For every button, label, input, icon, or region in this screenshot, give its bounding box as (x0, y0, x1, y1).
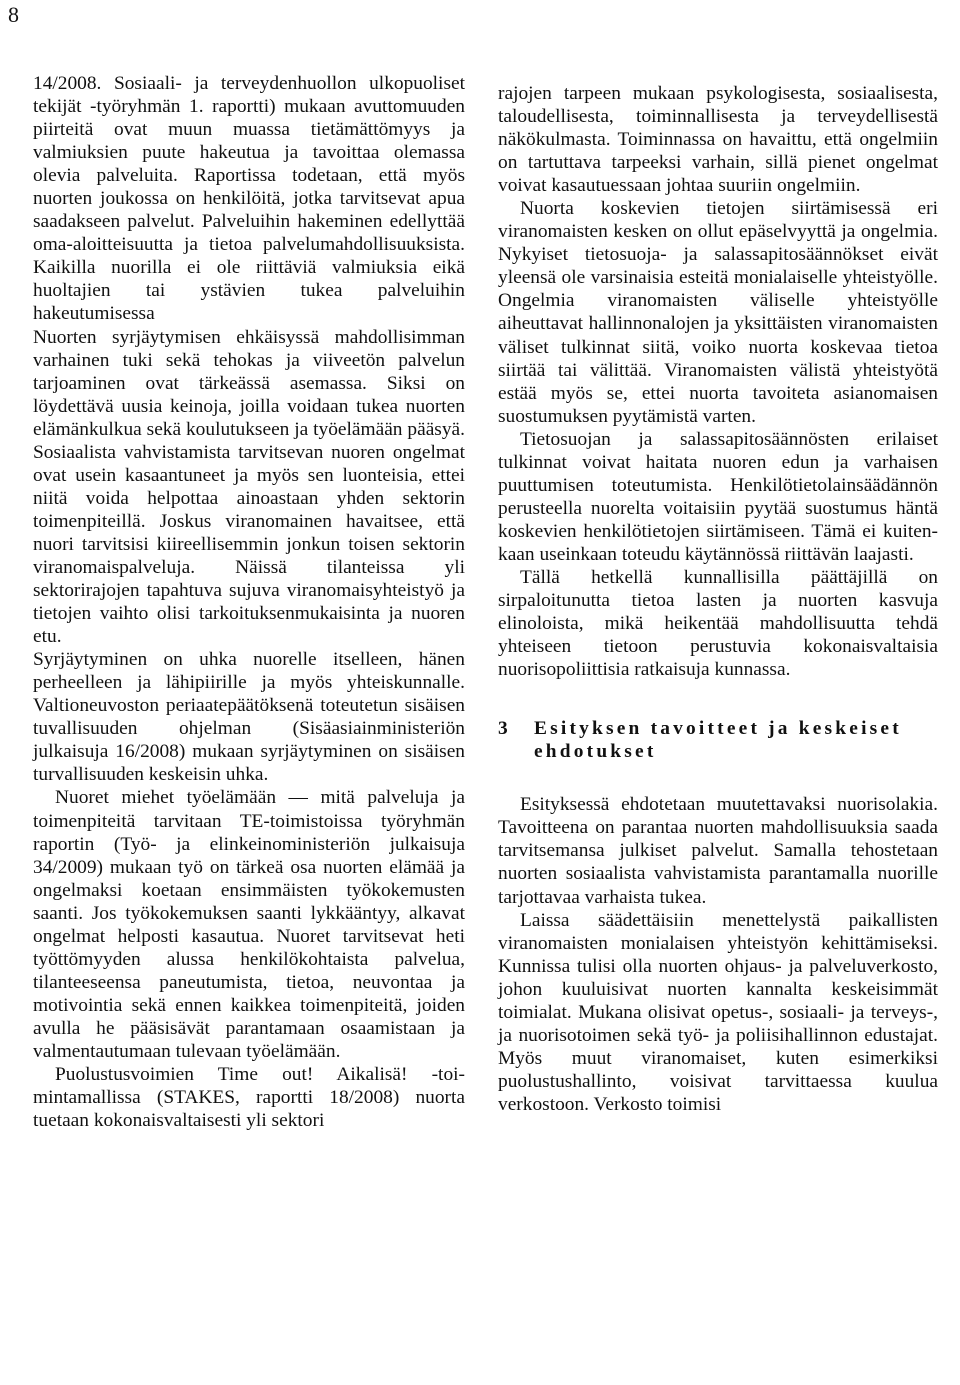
body-paragraph: Nuorten syrjäytymisen ehkäisyssä mahdollisimman varhainen tuki sekä tehokas ja viiveetön palvelun tarjoaminen ovat tärkeässä asemassa. Siksi on löydettävä uusia keinoja, joilla voidaan tukea nuorten elämänkulkua sekä koulutukseen ja työelämään pääsyä. Sosiaalista vahvistamista tarvitsevan nuoren ongelmat ovat usein kasaantuneet ja myös sen luonteisia, ettei niitä voida helpottaa ainoastaan yhden sektorin toimenpiteillä. Joskus viranomainen havaitsee, että nuori tarvitsisi kiireellisemmin jonkun toisen sektorin viranomaispalveluja. Näissä tilanteissa yli sektorirajojen tapahtuva sujuva viranomaisyhteistyö ja tietojen vaihto olisi tarkoituksenmukaisinta ja nuoren etu. (33, 326, 465, 648)
section-heading (498, 717, 938, 763)
right-column (498, 82, 938, 1116)
body-paragraph: Esityksessä ehdotetaan muutettavaksi nuorisolakia. Tavoitteena on parantaa nuorten mahdollisuuksia saada tarvitsemansa julkiset palvelut. Samalla tehostetaan nuorten sosiaalista vahvistamista parantamalla nuorille tarjottavaa varhaista tukea. (498, 794, 938, 908)
section-heading-number: 3 (498, 718, 508, 740)
body-paragraph: Puolustusvoimien Time out! Aikalisä! -toimintamallissa (STAKES, raportti 18/2008) nuorta tuetaan kokonaisvaltaisesti yli sektori (33, 1064, 465, 1132)
body-paragraph: Laissa säädettäisiin menettelystä paikallisten viranomaisten monialaisen yhteistyön kehittämiseksi. Kunnissa tulisi olla nuorten ohjaus- ja palveluverkosto, johon kuuluisivat nuorten kannalta keskeisimmät toimialat. Mukana olisivat opetus-, sosiaali- ja terveys-, ja nuorisotoimen sekä työ- ja poliisihallinnon edustajat. Myös muut viranomaiset, kuten esimerkiksi puolustushallinto, voisivat tarvittaessa kuulua verkostoon. Verkosto toimisi (498, 909, 938, 1115)
body-paragraph: 14/2008. Sosiaali- ja terveydenhuollon ulkopuoliset tekijät -työryhmän 1. raportti) mukaan avuttomuuden piirteitä ovat muun muassa tietämättömyys ja valmiuksien puute hakeutua ja tavoittaa olemassa olevia palveluita. Raportissa todetaan, että myös nuorten joukossa on henkilöitä, jotka tarvitsevat apua saadakseen palvelut. Palveluihin hakeminen edellyttää oma-aloitteisuutta ja tietoa palvelumahdollisuuksista. Kaikilla nuorilla ei ole riittäviä valmiuksia eikä huoltajien tai ystävien tukea palveluihin hakeutumisessa (33, 73, 465, 325)
page-number: 8 (8, 2, 19, 27)
body-paragraph: Syrjäytyminen on uhka nuorelle itselleen, hänen perheelleen ja lähipiirille ja myös yhteiskunnalle. Valtioneuvoston periaatepäätöksenä toteutetun sisäisen tuvallisuuden ohjelman (Sisäasiainministeriön julkaisuja 16/2008) mukaan syrjäytyminen on sisäisen turvallisuuden keskeisin uhka. (33, 649, 465, 786)
body-paragraph: Nuorta koskevien tietojen siirtämisessä eri viranomaisten kesken on ollut epäselvyyttä ja ongelmia. Nykyiset tietosuoja- ja salassapitosäännökset eivät yleensä ole varsinaisia esteitä monialaiselle yhteistyölle. Ongelmia viranomaisten väliselle yhteistyölle aiheuttavat hallinnonalojen ja yksittäisten viranomaisten väliset tulkinnat siitä, voiko nuorta koskevaa tietoa siirtää tai välittää. Viranomaisten välistä yhteistyötä estää myös se, ettei nuorta tavoiteta asianomaisen suostumuksen pyytämistä varten. (498, 198, 938, 427)
left-column (33, 72, 465, 1132)
body-paragraph: rajojen tarpeen mukaan psykologisesta, sosiaalisesta, taloudellisesta, toiminnallisesta ja terveydellisestä näkökulmasta. Toiminnassa on havaittu, että ongelmiin on tartuttava tarpeeksi varhain, sillä pienet ongelmat voivat kasautuessaan johtaa suuriin ongelmiin. (498, 83, 938, 197)
section-heading-text: Esityksen tavoitteet ja keskeiset ehdotukset (534, 718, 902, 763)
body-paragraph: Nuoret miehet työelämään — mitä palveluja ja toimenpiteitä tarvitaan TE-toimistoissa työryhmän raportin (Työ- ja elinkeinoministeriön julkaisuja 34/2009) mukaan työ on tärkeä osa nuorten elämää ja ongelmaksi koetaan ensimmäisten työkokemusten saanti. Jos työkokemuksen saanti lykkääntyy, alkavat ongelmat helposti kasautua. Nuoret tarvitsevat heti työttömyyden alussa henkilökohtaista palvelua, tilanteeseensa paneutumista, tietoa, neuvontaa ja motivointia sekä ennen kaikkea toimenpiteitä, joiden avulla he pääsisävät parantamaan osaamistaan ja valmentautumaan tulevaan työelämään. (33, 787, 465, 1062)
body-paragraph: Tietosuojan ja salassapitosäännösten erilaiset tulkinnat voivat haitata nuoren edun ja varhaisen puuttumisen toteutumista. Henkilötietolainsäädännön perusteella nuorelta voitaisiin pyytää suostumus häntä koskevien henkilötietojen siirtämiseen. Tämä ei kuitenkaan useinkaan toteudu käytännössä riittävän laajasti. (498, 428, 938, 565)
body-paragraph: Tällä hetkellä kunnallisilla päättäjillä on sirpaloitunutta tietoa lasten ja nuorten kasvuja elinoloista, mikä heikentää mahdollisuutta tehdä yhteiseen tietoon perustuvia kokonaisvaltaisia nuorisopoliittisia ratkaisuja kunnassa. (498, 566, 938, 681)
